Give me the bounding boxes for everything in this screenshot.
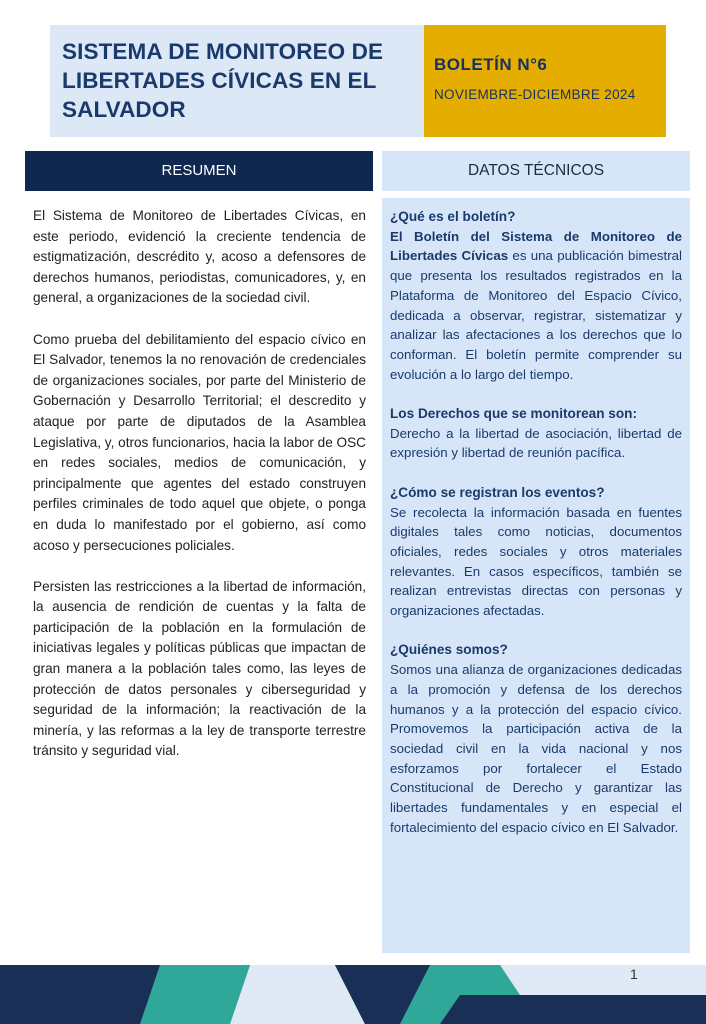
document-title: SISTEMA DE MONITOREO DE LIBERTADES CÍVICAS EN EL SALVADOR [62,39,384,122]
footer-decoration [0,965,706,1024]
page-number: 1 [630,966,638,982]
summary-heading: RESUMEN [25,151,373,191]
technical-data-panel [382,198,690,953]
answer-what-is-bulletin [390,227,682,385]
summary-paragraph: El Sistema de Monitoreo de Libertades Cívicas, en este periodo, evidenció la creciente tendencia de estigmatización, descrédito y, acoso a defensores de derechos humanos, periodistas, comunicadores, y, en general, a organizaciones de la sociedad civil. [33,208,366,306]
answer-bold-lead: El Boletín del Sistema de Monitoreo de Libertades Cívicas [390,228,682,264]
answer-how-registered: Se recolecta la información basada en fuentes digitales tales como noticias, documentos oficiales, redes sociales y otros materiales relevantes. En casos específicos, también se realizan entrevistas directas con personas y organizaciones afectadas. [390,504,682,619]
bulletin-box [424,25,666,137]
technical-data-heading: DATOS TÉCNICOS [382,151,690,191]
question-monitored-rights: Los Derechos que se monitorean son: [390,406,638,422]
summary-paragraph: Persisten las restricciones a la libertad de información, la ausencia de rendición de cuentas y la falta de participación de la población en la formulación de iniciativas legales y políticas públicas que impactan de gran manera a la población tales como, las leyes de protección de datos personales y ciberseguridad y seguridad de la información; la reactivación de la minería, y las reformas a la ley de transporte terrestre tránsito y seguridad vial. [33,578,366,759]
bulletin-period: NOVIEMBRE-DICIEMBRE 2024 [434,87,636,102]
question-how-registered: ¿Cómo se registran los eventos? [390,484,605,500]
answer-text: es una publicación bimestral que presenta los resultados registrados en la Plataforma de Monitoreo del Espacio Cívico, dedicada a observar, registrar, sistematizar y analizar las afectaciones a los derechos que lo conforman. El boletín permite comprender su evolución a lo largo del tiempo. [390,248,683,382]
question-what-is-bulletin: ¿Qué es el boletín? [390,209,516,224]
summary-column [33,206,366,783]
bulletin-number: BOLETÍN N°6 [434,55,548,74]
summary-paragraph: Como prueba del debilitamiento del espacio cívico en El Salvador, tenemos la no renovación de credenciales de organizaciones sociales, por parte del Ministerio de Gobernación y Desarrollo Territorial; el descredito y ataque por parte de diputados de la Asamblea Legislativa, y, otros funcionarios, hacia la labor de OSC en redes sociales, medios de comunicación, y principalmente que agentes del estado construyen perfiles criminales de todo aquel que objete, o ponga en duda lo manifestado por el gobierno, así como acoso y persecuciones policiales. [33,331,366,553]
answer-monitored-rights: Derecho a la libertad de asociación, libertad de expresión y libertad de reunión pacífica. [390,425,682,461]
answer-who-we-are: Somos una alianza de organizaciones dedicadas a la promoción y defensa de los derechos humanos y a la protección del espacio cívico. Promovemos la participación activa de la sociedad civil en la vida nacional y nos esforzamos por fortalecer el Estado Constitucional de Derecho y garantizar las libertades fundamentales y en especial el fortalecimiento del espacio cívico en El Salvador. [390,662,682,835]
header-title-box [50,25,424,137]
footer-navy-bottom [440,995,706,1024]
question-who-we-are: ¿Quiénes somos? [390,642,508,658]
